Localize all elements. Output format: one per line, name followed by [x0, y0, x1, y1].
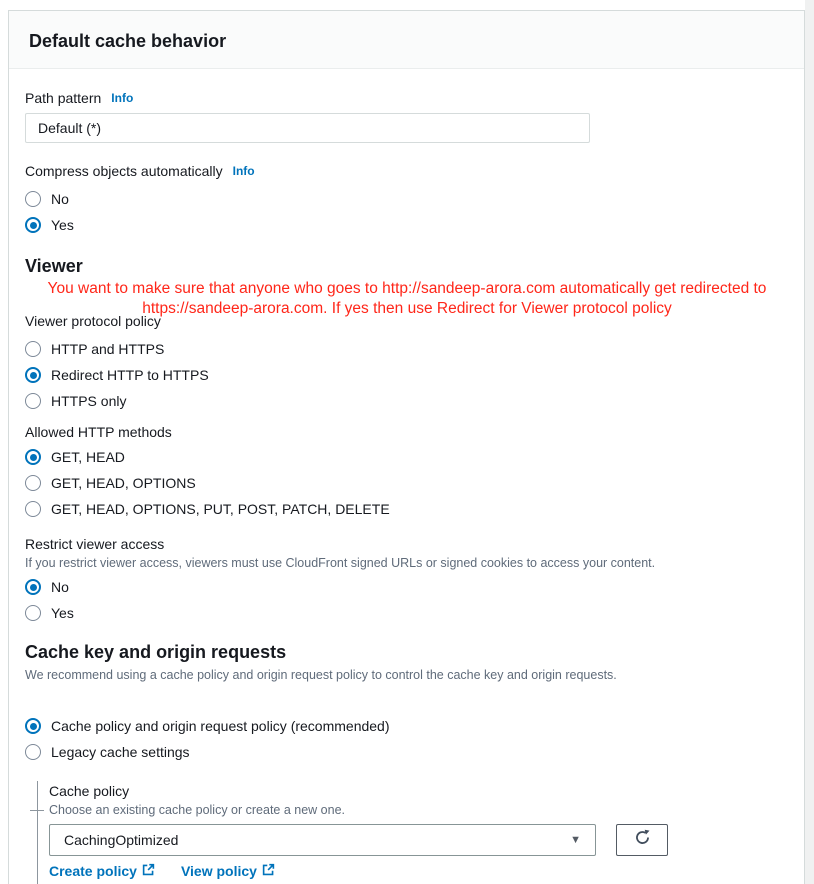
radio-label: Yes — [51, 217, 74, 233]
path-pattern-info-link[interactable]: Info — [111, 91, 134, 105]
cache-policy-subgroup — [25, 783, 788, 884]
http-methods-radio-group — [25, 444, 788, 522]
annotation-line-1: You want to make sure that anyone who goes to http://sandeep-arora.com automatically get redirected to — [47, 280, 767, 297]
radio-label: No — [51, 579, 69, 595]
radio-label: HTTP and HTTPS — [51, 341, 165, 357]
compress-option-yes[interactable] — [25, 212, 788, 238]
radio-icon — [25, 367, 41, 383]
path-pattern-label: Path pattern — [25, 90, 102, 106]
cache-key-section-heading: Cache key and origin requests — [25, 642, 287, 662]
refresh-icon — [634, 829, 651, 851]
methods-option-all[interactable] — [25, 496, 788, 522]
cache-key-radio-group — [25, 713, 788, 765]
cache-policy-description: Choose an existing cache policy or create a new one. — [49, 803, 346, 817]
compress-label: Compress objects automatically — [25, 163, 223, 179]
compress-option-no[interactable] — [25, 186, 788, 212]
external-link-icon — [262, 863, 275, 879]
radio-icon — [25, 449, 41, 465]
create-policy-link-label: Create policy — [49, 863, 137, 879]
radio-icon — [25, 191, 41, 207]
restrict-viewer-access-label: Restrict viewer access — [25, 536, 165, 552]
cache-key-option-legacy[interactable] — [25, 739, 788, 765]
protocol-option-http-and-https[interactable] — [25, 336, 788, 362]
protocol-option-redirect[interactable] — [25, 362, 788, 388]
allowed-http-methods-label: Allowed HTTP methods — [25, 424, 172, 440]
radio-label: No — [51, 191, 69, 207]
restrict-access-radio-group — [25, 574, 788, 626]
radio-label: GET, HEAD — [51, 449, 125, 465]
radio-label: GET, HEAD, OPTIONS — [51, 475, 196, 491]
cache-key-option-policy[interactable] — [25, 713, 788, 739]
radio-icon — [25, 579, 41, 595]
methods-option-get-head[interactable] — [25, 444, 788, 470]
default-cache-behavior-panel — [8, 10, 805, 884]
path-pattern-label-row — [25, 90, 788, 106]
radio-label: Cache policy and origin request policy (recommended) — [51, 718, 390, 734]
compress-info-link[interactable]: Info — [232, 164, 255, 178]
viewer-protocol-policy-label: Viewer protocol policy — [25, 313, 161, 329]
radio-icon — [25, 393, 41, 409]
panel-header — [9, 11, 804, 69]
restrict-option-yes[interactable] — [25, 600, 788, 626]
cache-policy-links-row — [49, 863, 788, 879]
radio-label: GET, HEAD, OPTIONS, PUT, POST, PATCH, DELETE — [51, 501, 390, 517]
view-policy-link-label: View policy — [180, 863, 257, 879]
cache-key-description: We recommend using a cache policy and origin request policy to control the cache key and origin requests. — [25, 668, 617, 682]
methods-option-get-head-options[interactable] — [25, 470, 788, 496]
panel-title: Default cache behavior — [29, 31, 227, 51]
radio-icon — [25, 744, 41, 760]
radio-icon — [25, 605, 41, 621]
chevron-down-icon: ▼ — [570, 834, 581, 846]
radio-label: Legacy cache settings — [51, 744, 190, 760]
annotation-line-2: https://sandeep-arora.com. If yes then use Redirect for Viewer protocol policy — [142, 300, 672, 317]
restrict-option-no[interactable] — [25, 574, 788, 600]
cache-policy-label: Cache policy — [49, 783, 130, 799]
cache-policy-selected-value: CachingOptimized — [64, 832, 179, 848]
radio-label: Redirect HTTP to HTTPS — [51, 367, 209, 383]
refresh-cache-policy-button[interactable] — [616, 824, 668, 856]
cache-policy-select-row — [49, 824, 788, 856]
create-policy-link[interactable] — [49, 863, 155, 879]
radio-icon — [25, 718, 41, 734]
radio-icon — [25, 217, 41, 233]
radio-label: HTTPS only — [51, 393, 127, 409]
viewer-protocol-radio-group — [25, 336, 788, 414]
radio-icon — [25, 341, 41, 357]
path-pattern-input[interactable] — [25, 113, 590, 143]
radio-icon — [25, 475, 41, 491]
compress-label-row — [25, 163, 788, 179]
view-policy-link[interactable] — [181, 863, 275, 879]
protocol-option-https-only[interactable] — [25, 388, 788, 414]
compress-radio-group — [25, 186, 788, 238]
page-gutter — [805, 0, 814, 884]
restrict-viewer-access-description: If you restrict viewer access, viewers must use CloudFront signed URLs or signed cookies to access your content. — [25, 556, 656, 570]
tree-connector-line — [37, 781, 38, 884]
tree-connector-tick — [30, 810, 44, 811]
cache-policy-select[interactable] — [49, 824, 596, 856]
viewer-section-heading: Viewer — [25, 256, 83, 276]
panel-body — [9, 90, 804, 884]
radio-icon — [25, 501, 41, 517]
radio-label: Yes — [51, 605, 74, 621]
external-link-icon — [142, 863, 155, 879]
